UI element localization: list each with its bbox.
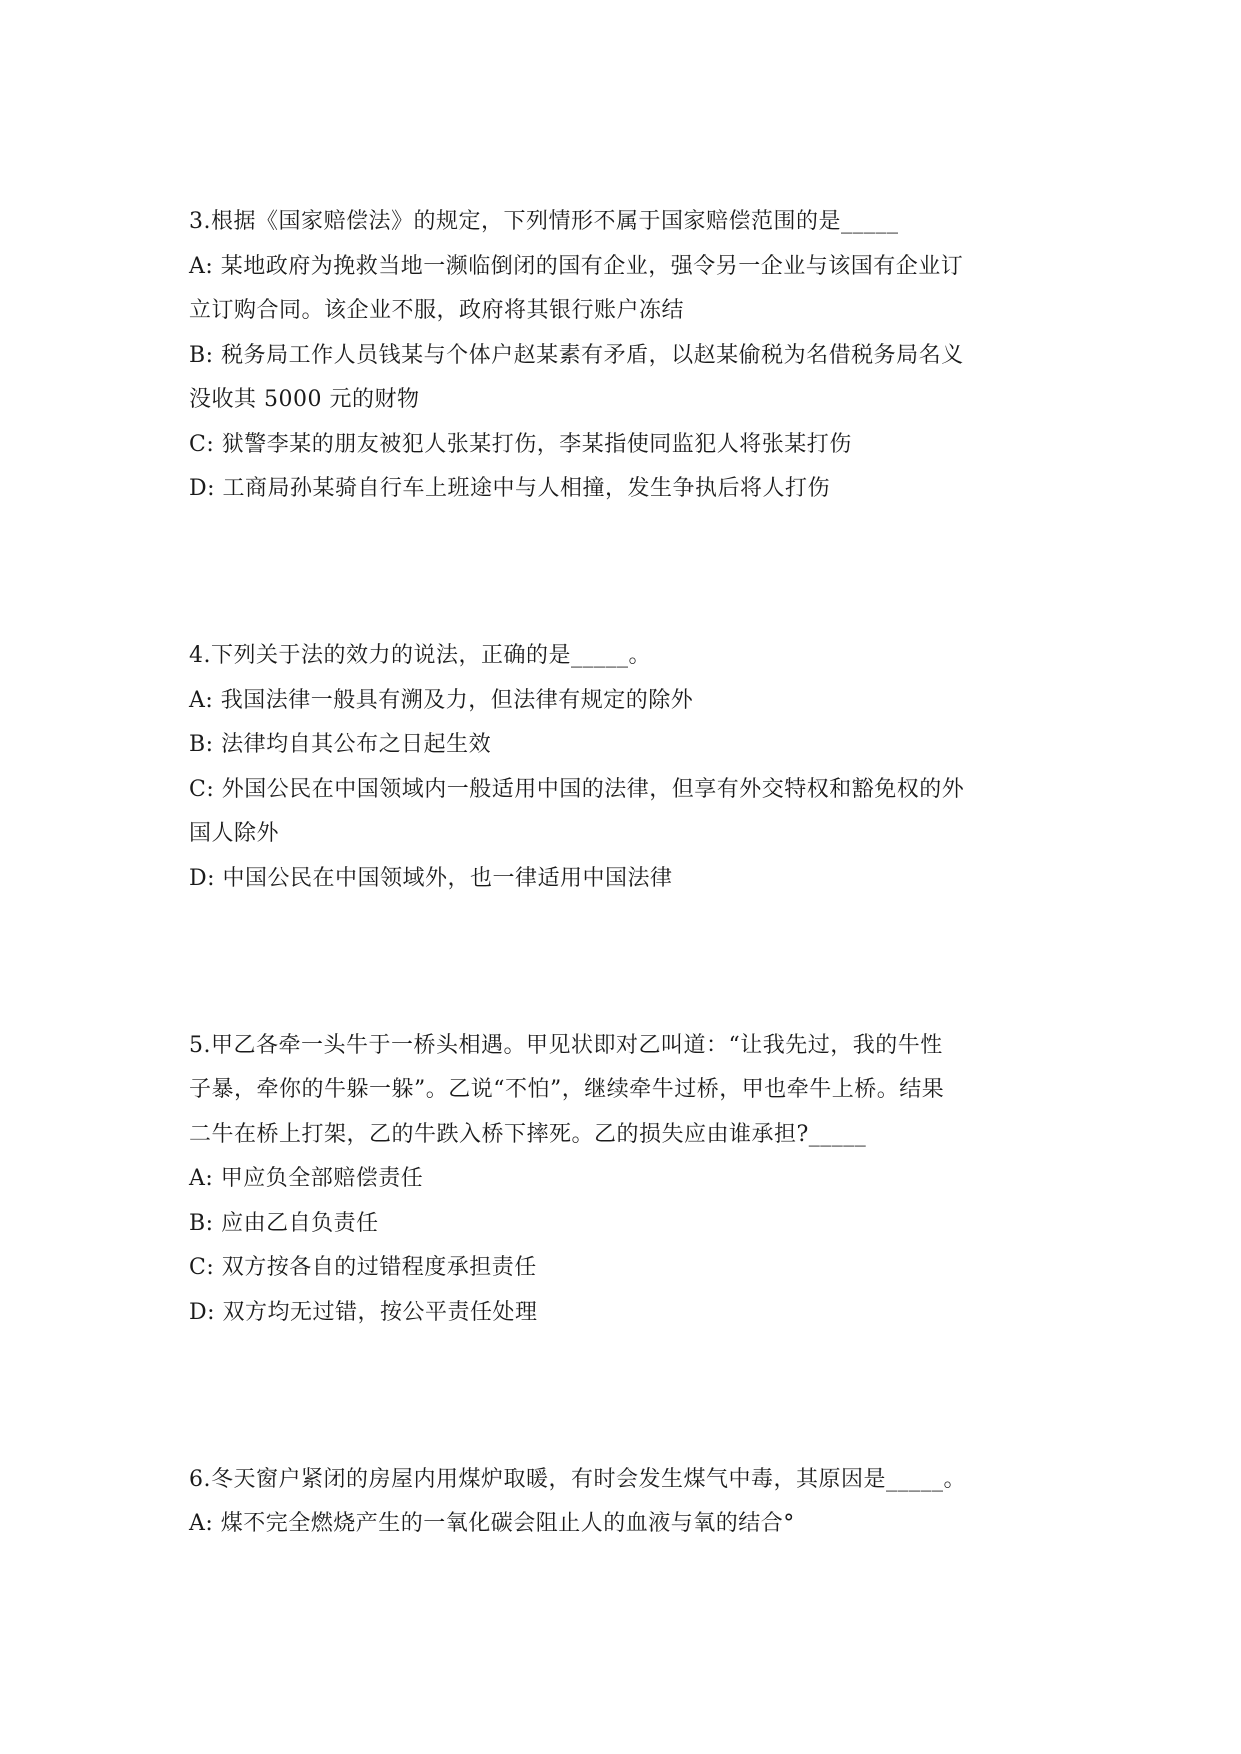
question-4-option-c-cont: 国人除外 xyxy=(189,821,280,846)
question-4-option-c: C: 外国公民在中国领域内一般适用中国的法律，但享有外交特权和豁免权的外 xyxy=(189,777,965,802)
question-5-stem-line-3: 二牛在桥上打架，乙的牛跌入桥下摔死。乙的损失应由谁承担?_____ xyxy=(189,1122,867,1147)
question-3-option-b: B: 税务局工作人员钱某与个体户赵某素有矛盾，以赵某偷税为名借税务局名义 xyxy=(189,343,964,368)
question-3-option-d: D: 工商局孙某骑自行车上班途中与人相撞，发生争执后将人打伤 xyxy=(189,476,831,501)
question-4-option-a: A: 我国法律一般具有溯及力，但法律有规定的除外 xyxy=(189,688,694,713)
question-5-stem-line-2: 子暴，牵你的牛躲一躲”。乙说“不怕”，继续牵牛过桥，甲也牵牛上桥。结果 xyxy=(189,1077,945,1102)
question-6-stem: 6.冬天窗户紧闭的房屋内用煤炉取暖，有时会发生煤气中毒，其原因是_____。 xyxy=(189,1467,966,1492)
question-5-stem-line-1: 5.甲乙各牵一头牛于一桥头相遇。甲见状即对乙叫道：“让我先过，我的牛性 xyxy=(189,1033,943,1058)
question-3-option-a: A: 某地政府为挽救当地一濒临倒闭的国有企业，强令另一企业与该国有企业订 xyxy=(189,254,964,279)
question-5-option-c: C: 双方按各自的过错程度承担责任 xyxy=(189,1255,537,1280)
question-5-option-d: D: 双方均无过错，按公平责任处理 xyxy=(189,1300,538,1325)
question-3-option-b-cont: 没收其 5000 元的财物 xyxy=(189,387,420,412)
question-4-option-b: B: 法律均自其公布之日起生效 xyxy=(189,732,492,757)
question-4-option-d: D: 中国公民在中国领域外，也一律适用中国法律 xyxy=(189,866,673,891)
question-6-option-a: A: 煤不完全燃烧产生的一氧化碳会阻止人的血液与氧的结合° xyxy=(189,1511,795,1536)
question-5-option-b: B: 应由乙自负责任 xyxy=(189,1211,379,1236)
question-5-option-a: A: 甲应负全部赔偿责任 xyxy=(189,1166,424,1191)
question-4-stem: 4.下列关于法的效力的说法，正确的是_____。 xyxy=(189,643,651,668)
question-3-option-a-cont: 立订购合同。该企业不服，政府将其银行账户冻结 xyxy=(189,298,685,323)
question-3-stem: 3.根据《国家赔偿法》的规定，下列情形不属于国家赔偿范围的是_____ xyxy=(189,209,899,234)
question-3-option-c: C: 狱警李某的朋友被犯人张某打伤，李某指使同监犯人将张某打伤 xyxy=(189,432,852,457)
